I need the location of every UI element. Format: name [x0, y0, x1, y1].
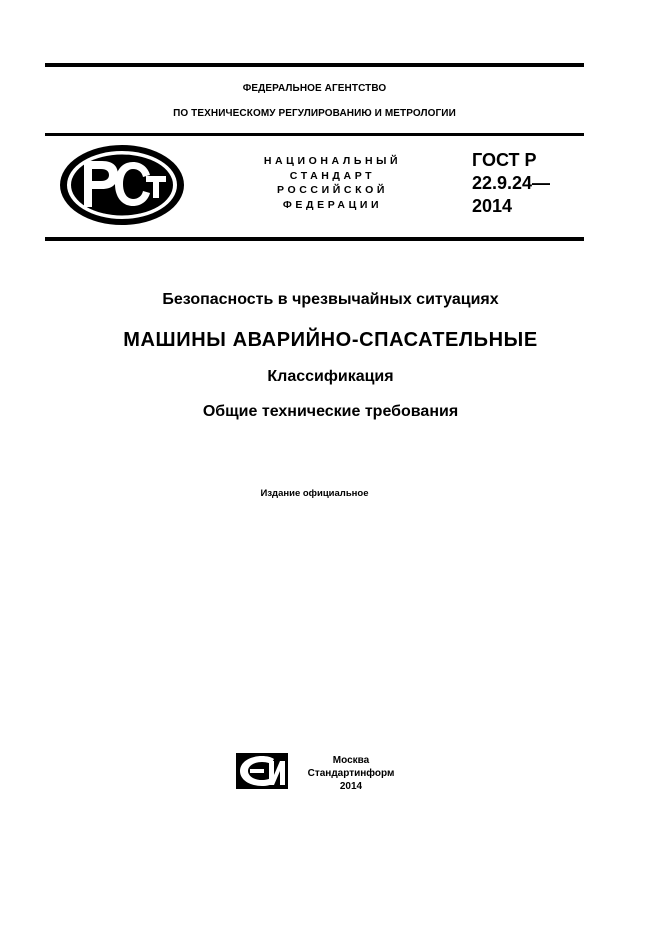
national-standard-line-4: ФЕДЕРАЦИИ [282, 198, 383, 211]
national-standard-line-2: СТАНДАРТ [289, 169, 376, 182]
document-title: МАШИНЫ АВАРИЙНО-СПАСАТЕЛЬНЫЕ [123, 329, 538, 351]
gost-r-logo-icon [58, 143, 186, 227]
subtitle-requirements: Общие технические требования [202, 403, 459, 420]
bottom-rule [45, 237, 584, 241]
publisher-info [295, 754, 407, 793]
national-standard-line-1: НАЦИОНАЛЬНЫЙ [263, 155, 402, 167]
edition-label: Издание официальное [260, 488, 369, 499]
national-standard-line-3: РОССИЙСКОЙ [277, 184, 388, 196]
publisher-logo-icon [236, 751, 290, 791]
top-rule [45, 63, 584, 67]
publisher-city: Москва [332, 755, 370, 766]
national-standard-label [245, 154, 420, 212]
standard-designation-line-1: ГОСТ Р [472, 150, 537, 170]
agency-name-line-2: ПО ТЕХНИЧЕСКОМУ РЕГУЛИРОВАНИЮ И МЕТРОЛОГИИ [173, 108, 456, 119]
publication-year: 2014 [339, 781, 363, 792]
subtitle-classification: Классификация [267, 368, 394, 385]
standard-designation [472, 149, 550, 218]
series-title: Безопасность в чрезвычайных ситуациях [162, 291, 499, 308]
agency-name-line-1: ФЕДЕРАЛЬНОЕ АГЕНТСТВО [242, 83, 387, 94]
middle-rule [45, 133, 584, 136]
standard-designation-line-3: 2014 [472, 196, 513, 216]
publisher-name: Стандартинформ [307, 768, 395, 779]
standard-designation-line-2: 22.9.24— [472, 173, 551, 193]
